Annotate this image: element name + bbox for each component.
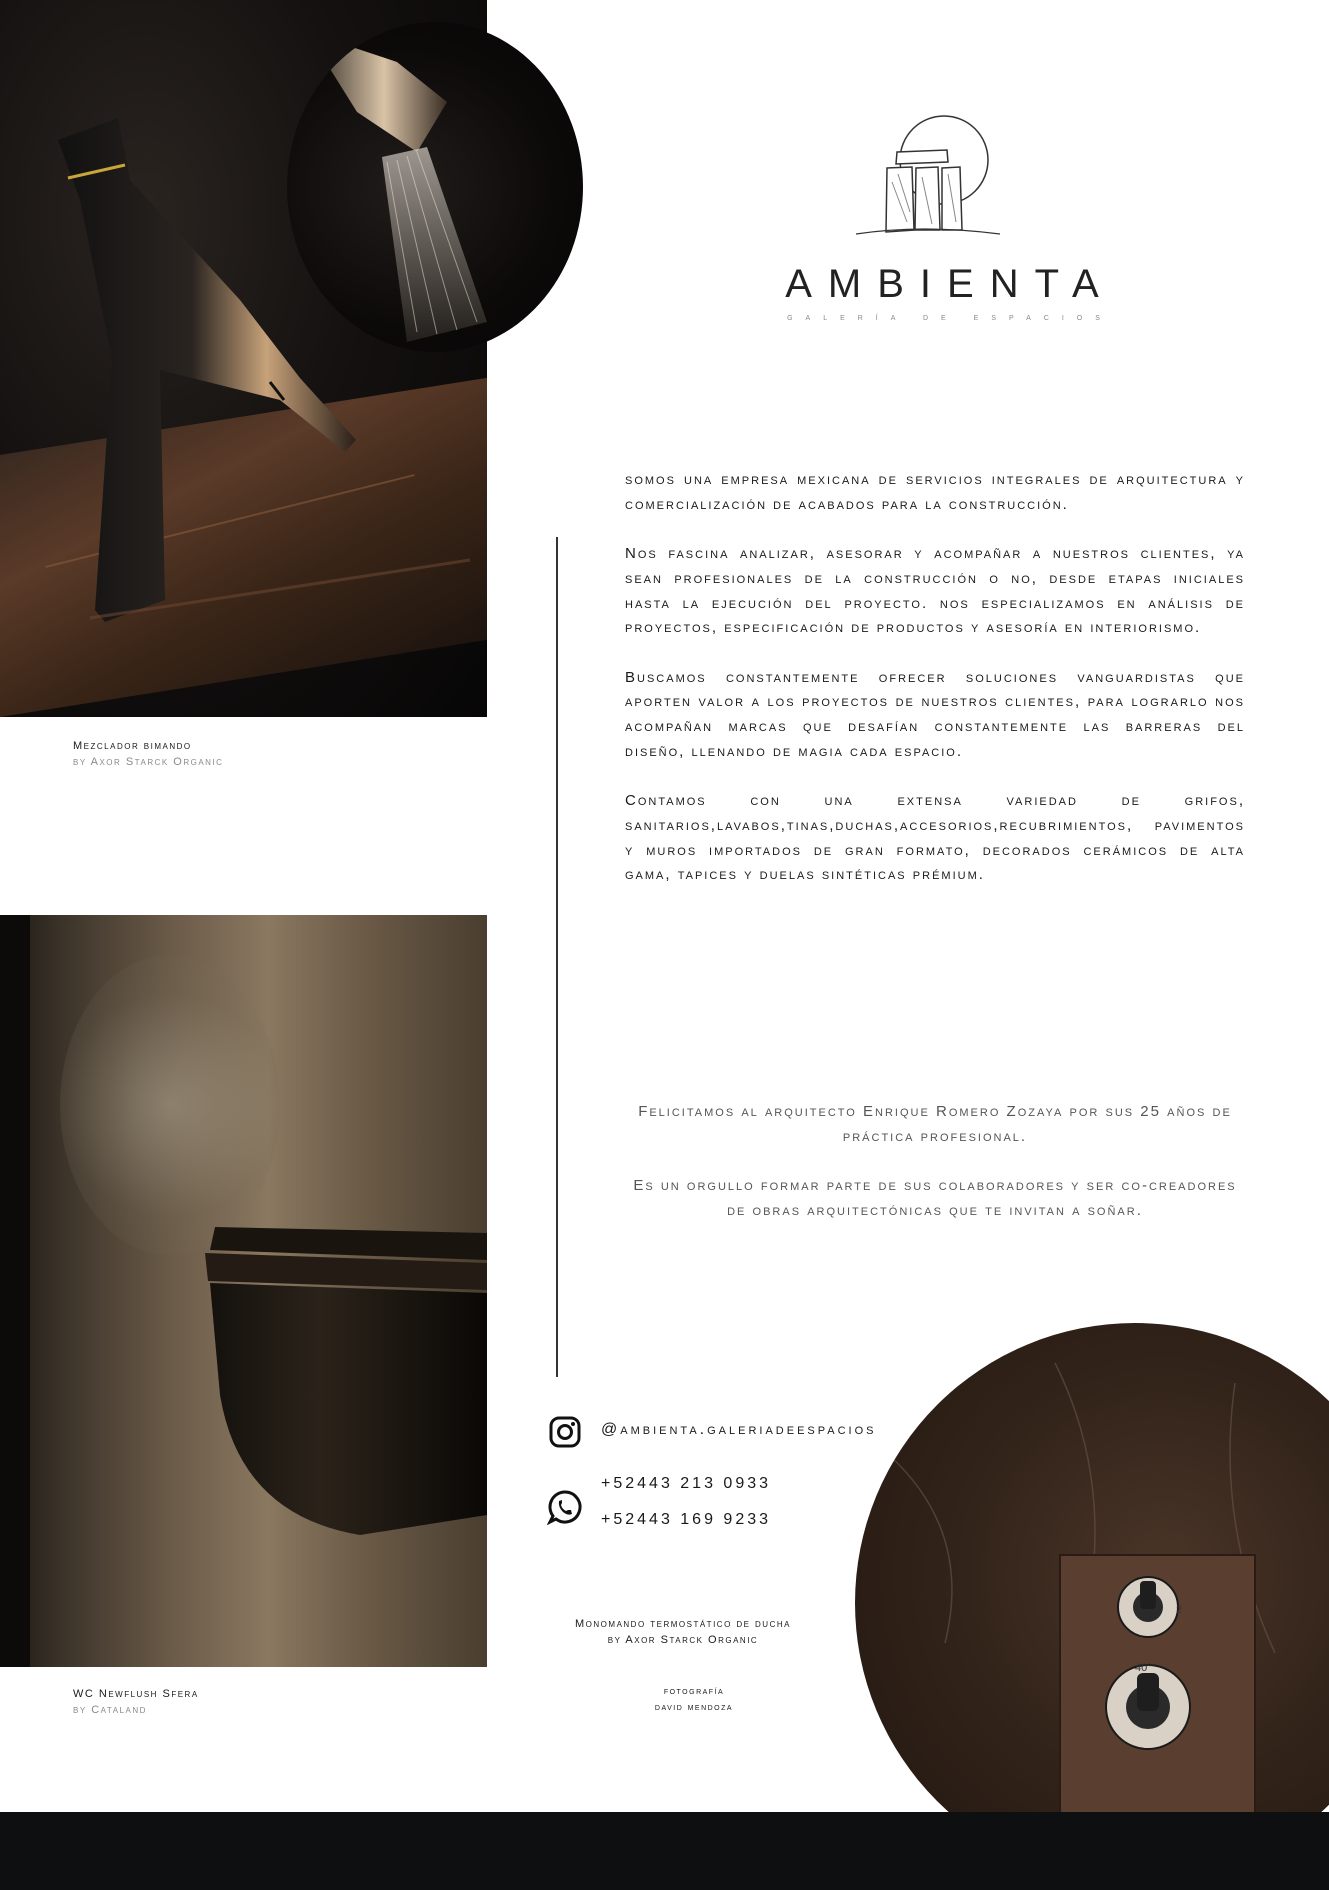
photo-credit: [604, 1684, 784, 1716]
whatsapp-icon[interactable]: [547, 1489, 583, 1525]
photo-credit-title: fotografía: [663, 1686, 725, 1697]
faucet-caption-by: by Axor Starck Organic: [73, 756, 224, 768]
description-paragraph-1: somos una empresa mexicana de servicios integrales de arquitectura y comercialización de acabados para la construcción.: [625, 471, 1245, 513]
phone-number-1[interactable]: +52443 213 0933: [601, 1475, 772, 1492]
water-spout-illustration: [287, 22, 583, 352]
instagram-handle[interactable]: @ambienta.galeriadeespacios: [601, 1421, 877, 1438]
faucet-caption: [73, 738, 223, 770]
photo-credit-name: david mendoza: [654, 1702, 734, 1713]
brand-block: [700, 262, 1200, 322]
company-description: [625, 468, 1245, 913]
brand-name: AMBIENTA: [785, 262, 1115, 306]
tribute-paragraph-2: Es un orgullo formar parte de sus colaboradores y ser co-creadores de obras arquitectónicas que te invitan a soñar.: [633, 1177, 1237, 1219]
description-paragraph-4: Contamos con una extensa variedad de grifos, sanitarios,lavabos,tinas,duchas,accesorios,recubrimientos, pavimentos y muros importados de gran formato, decorados cerámicos de alta gama, tapices y duelas sintéticas prémium.: [625, 792, 1245, 884]
footer-bar: [0, 1812, 1329, 1890]
wc-illustration: [0, 915, 487, 1667]
water-spout-photo: [287, 22, 583, 352]
shower-caption-title: Monomando termostático de ducha: [575, 1618, 791, 1630]
stonehenge-logo: [852, 112, 1004, 242]
thermostat-label-2: 2: [1176, 1604, 1183, 1616]
brand-tagline: GALERÍA DE ESPACIOS: [787, 315, 1113, 322]
phone-number-2[interactable]: +52443 169 9233: [601, 1511, 772, 1528]
vertical-divider: [556, 537, 558, 1377]
thermostat-illustration: [855, 1323, 1329, 1883]
tribute-message: [625, 1100, 1245, 1248]
description-paragraph-3: Buscamos constantemente ofrecer soluciones vanguardistas que aporten valor a los proyectos de nuestros clientes, para lograrlo nos acompañan marcas que desafían constantemente las barreras del diseño, llenando de magia cada espacio.: [625, 668, 1245, 760]
shower-caption-by: by Axor Starck Organic: [607, 1634, 759, 1646]
faucet-caption-title: Mezclador bimando: [73, 740, 192, 752]
thermostat-label-40: 40°: [1135, 1662, 1152, 1674]
wc-photo: [0, 915, 487, 1667]
shower-caption: [548, 1616, 818, 1648]
wc-caption-title: WC Newflush Sfera: [73, 1688, 199, 1700]
description-paragraph-2: Nos fascina analizar, asesorar y acompañar a nuestros clientes, ya sean profesionales de la construcción o no, desde etapas iniciales hasta la ejecución del proyecto. nos especializamos en análisis de proyectos, especificación de productos y asesoría en interiorismo.: [625, 545, 1245, 637]
tribute-paragraph-1: Felicitamos al arquitecto Enrique Romero Zozaya por sus 25 años de práctica profesional.: [638, 1103, 1232, 1145]
shower-valve-photo: [855, 1323, 1329, 1883]
instagram-icon[interactable]: [549, 1416, 581, 1448]
wc-caption: [73, 1686, 199, 1718]
wc-caption-by: by Cataland: [73, 1704, 147, 1716]
